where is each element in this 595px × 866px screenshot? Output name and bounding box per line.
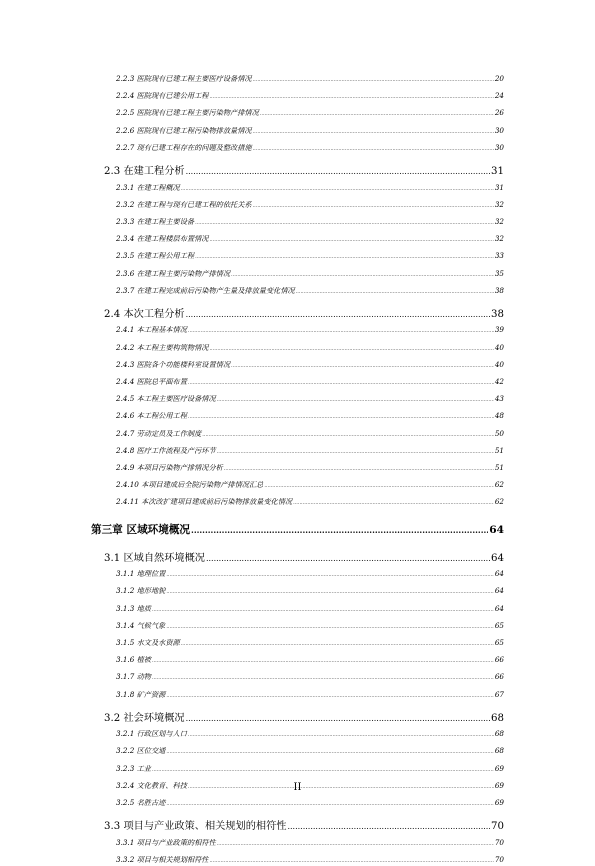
toc-entry[interactable]: [116, 604, 504, 614]
toc-entry[interactable]: [116, 183, 504, 193]
toc-entry-page: 64: [494, 586, 504, 596]
toc-entry-title: 3.2 社会环境概况: [104, 712, 185, 724]
toc-entry-title: 2.4.5 本工程主要医疗设备情况: [116, 394, 216, 404]
toc-entry-page: 51: [494, 463, 504, 472]
toc-entry[interactable]: [116, 480, 504, 490]
toc-entry-title: 2.4.4 医院总平面布置: [116, 377, 187, 386]
toc-entry-page: 30: [494, 125, 504, 135]
toc-entry-page: 50: [494, 428, 504, 438]
toc-entry[interactable]: [116, 108, 504, 118]
toc-entry-title: 2.4.1 本工程基本情况: [116, 325, 187, 335]
toc-entry-title: 2.4.3 医院各个功能楼科室设置情况: [116, 359, 231, 369]
toc-leader-dots: [181, 184, 494, 194]
toc-leader-dots: [152, 656, 494, 666]
toc-entry[interactable]: [116, 74, 504, 84]
toc-entry-title: 3.1.4 气候气象: [116, 620, 166, 630]
toc-entry-page: 65: [494, 637, 504, 647]
toc-entry[interactable]: [104, 552, 504, 565]
toc-entry-title: 2.2.4 医院现有已建公用工程: [116, 91, 209, 101]
toc-leader-dots: [217, 839, 494, 849]
toc-entry[interactable]: [116, 411, 504, 421]
toc-leader-dots: [186, 165, 490, 178]
toc-entry-page: 70: [494, 854, 504, 864]
toc-entry[interactable]: [116, 377, 504, 387]
toc-entry-page: 68: [494, 729, 504, 739]
toc-leader-dots: [253, 201, 494, 211]
toc-leader-dots: [260, 109, 494, 119]
toc-leader-dots: [195, 252, 494, 262]
toc-entry[interactable]: [116, 251, 504, 261]
toc-entry-title: 2.3 在建工程分析: [104, 166, 185, 177]
toc-entry[interactable]: [116, 655, 504, 665]
toc-leader-dots: [195, 218, 494, 228]
toc-leader-dots: [253, 75, 494, 85]
toc-entry-page: 32: [494, 216, 504, 226]
toc-entry-title: 2.3.2 在建工程与现有已建工程的依托关系: [116, 199, 252, 209]
toc-entry-page: 62: [494, 497, 504, 507]
toc-entry[interactable]: [116, 690, 504, 700]
toc-entry-title: 3.1.7 动物: [116, 672, 151, 682]
toc-entry-page: 69: [494, 780, 504, 790]
toc-entry-page: 32: [494, 199, 504, 209]
toc-entry[interactable]: [116, 838, 504, 848]
toc-entry-page: 33: [494, 251, 504, 261]
toc-leader-dots: [296, 287, 494, 297]
toc-entry-page: 31: [491, 166, 504, 177]
toc-entry-page: 68: [494, 746, 504, 756]
toc-entry[interactable]: [91, 523, 504, 537]
toc-entry-page: 65: [494, 620, 504, 630]
toc-entry-title: 3.2.1 行政区划与人口: [116, 729, 187, 739]
toc-leader-dots: [152, 605, 494, 615]
toc-entry[interactable]: [116, 325, 504, 335]
toc-entry-title: 3.1.2 地形地貌: [116, 586, 166, 596]
toc-entry[interactable]: [116, 286, 504, 296]
toc-entry[interactable]: [116, 729, 504, 739]
toc-entry-title: 2.4.9 本项目污染物产排情况分析: [116, 463, 223, 472]
toc-leader-dots: [231, 361, 494, 371]
toc-entry-title: 第三章 区域环境概况: [91, 523, 191, 536]
toc-entry-page: 69: [494, 763, 504, 773]
toc-leader-dots: [253, 144, 494, 154]
toc-entry[interactable]: [116, 360, 504, 370]
toc-entry-page: 64: [489, 523, 504, 536]
toc-entry[interactable]: [116, 269, 504, 279]
toc-entry-title: 3.1.1 地理位置: [116, 569, 166, 579]
toc-entry[interactable]: [116, 429, 504, 439]
toc-leader-dots: [217, 447, 494, 457]
toc-entry-page: 35: [494, 268, 504, 278]
toc-entry[interactable]: [116, 621, 504, 631]
toc-entry-page: 30: [494, 142, 504, 152]
toc-entry[interactable]: [116, 446, 504, 456]
toc-entry[interactable]: [116, 764, 504, 774]
toc-leader-dots: [264, 481, 494, 491]
toc-entry[interactable]: [116, 672, 504, 682]
toc-entry-page: 51: [494, 445, 504, 455]
toc-leader-dots: [209, 856, 493, 866]
toc-leader-dots: [188, 730, 494, 740]
toc-entry-title: 2.4.6 本工程公用工程: [116, 411, 187, 421]
toc-entry-title: 2.2.5 医院现有已建工程主要污染物产排情况: [116, 108, 259, 118]
toc-entry-page: 70: [491, 821, 504, 833]
toc-entry-title: 3.1.3 地质: [116, 603, 151, 613]
toc-entry-page: 42: [494, 377, 504, 386]
toc-entry-title: 3.3.2 项目与相关规划相符性: [116, 854, 209, 864]
toc-entry[interactable]: [116, 855, 504, 865]
toc-leader-dots: [253, 127, 494, 137]
toc-entry[interactable]: [116, 234, 504, 244]
toc-entry[interactable]: [116, 569, 504, 579]
toc-entry-title: 2.2.3 医院现有已建工程主要医疗设备情况: [116, 74, 252, 83]
toc-entry-page: 38: [494, 285, 504, 295]
toc-entry-title: 2.4.11 本次改扩建项目建成前后污染物排放量变化情况: [116, 497, 293, 507]
toc-entry-title: 2.2.6 医院现有已建工程污染物排放量情况: [116, 125, 252, 135]
toc-entry[interactable]: [104, 820, 504, 833]
toc-entry[interactable]: [116, 126, 504, 136]
toc-entry-title: 3.1.8 矿产资源: [116, 689, 166, 699]
toc-leader-dots: [166, 747, 494, 757]
toc-entry-title: 2.3.1 在建工程概况: [116, 182, 180, 192]
toc-leader-dots: [202, 430, 494, 440]
toc-entry-page: 24: [494, 91, 504, 101]
toc-leader-dots: [188, 412, 494, 422]
toc-entry-page: 69: [494, 798, 504, 807]
toc-entry-title: 2.4.2 本工程主要构筑物情况: [116, 342, 209, 352]
toc-entry-page: 26: [494, 108, 504, 118]
toc-entry[interactable]: [116, 394, 504, 404]
toc-entry-title: 2.3.7 在建工程完成前后污染物产生量及排放量变化情况: [116, 285, 295, 295]
toc-entry-title: 3.3 项目与产业政策、相关规划的相符性: [104, 821, 287, 833]
toc-entry-page: 66: [494, 655, 504, 665]
toc-entry[interactable]: [116, 497, 504, 507]
toc-entry-title: 2.4 本次工程分析: [104, 308, 185, 320]
toc-entry-title: 2.4.7 劳动定员及工作制度: [116, 428, 202, 438]
toc-leader-dots: [293, 498, 494, 508]
toc-leader-dots: [188, 378, 494, 388]
toc-entry-page: 68: [491, 712, 504, 724]
toc-leader-dots: [287, 820, 490, 833]
toc-entry[interactable]: [116, 746, 504, 756]
toc-entry-title: 2.3.6 在建工程主要污染物产排情况: [116, 268, 231, 278]
toc-entry-title: 2.3.3 在建工程主要设备: [116, 216, 195, 226]
toc-entry[interactable]: [116, 586, 504, 596]
toc-entry-page: 39: [494, 325, 504, 335]
toc-entry-title: 2.3.5 在建工程公用工程: [116, 251, 195, 261]
toc-leader-dots: [166, 570, 494, 580]
toc-entry-title: 3.1.5 水文及水资源: [116, 637, 180, 647]
toc-entry-title: 2.4.8 医疗工作流程及产污环节: [116, 445, 216, 455]
toc-leader-dots: [186, 308, 490, 321]
toc-entry-title: 3.1 区域自然环境概况: [104, 552, 205, 564]
toc-entry-title: 2.4.10 本项目建成后全院污染物产排情况汇总: [116, 480, 264, 490]
toc-leader-dots: [209, 344, 493, 354]
toc-entry-page: 70: [494, 837, 504, 847]
toc-entry-page: 64: [494, 569, 504, 579]
toc-leader-dots: [224, 464, 494, 474]
toc-leader-dots: [166, 587, 494, 597]
toc-leader-dots: [152, 765, 494, 775]
toc-leader-dots: [206, 552, 490, 565]
toc-entry[interactable]: [116, 91, 504, 101]
toc-entry-page: 64: [491, 552, 504, 564]
toc-entry-title: 3.2.3 工业: [116, 763, 151, 773]
toc-entry-page: 31: [494, 182, 504, 192]
toc-entry-page: 38: [491, 308, 504, 320]
toc-entry-title: 3.2.5 名胜古迹: [116, 798, 166, 807]
toc-entry-page: 40: [494, 359, 504, 369]
toc-entry-title: 3.2.2 区位交通: [116, 746, 166, 756]
toc-leader-dots: [152, 673, 494, 683]
toc-entry[interactable]: [116, 638, 504, 648]
toc-entry-page: 48: [494, 411, 504, 421]
toc-leader-dots: [166, 622, 494, 632]
toc-entry[interactable]: [116, 343, 504, 353]
toc-entry-title: 3.1.6 植被: [116, 655, 151, 665]
toc-entry[interactable]: [116, 200, 504, 210]
toc-entry-page: 62: [494, 480, 504, 490]
toc-leader-dots: [188, 326, 494, 336]
toc-entry-page: 40: [494, 342, 504, 352]
toc-leader-dots: [181, 639, 494, 649]
toc-leader-dots: [217, 395, 494, 405]
toc-leader-dots: [231, 270, 494, 280]
toc-entry-page: 32: [494, 234, 504, 244]
toc-leader-dots: [186, 712, 490, 725]
toc-entry-title: 2.2.7 现有已建工程存在的问题及整改措施: [116, 142, 252, 152]
toc-entry[interactable]: [104, 712, 504, 725]
page-number: II: [293, 782, 302, 793]
toc-entry[interactable]: [104, 165, 504, 178]
toc-leader-dots: [209, 92, 493, 102]
toc-entry-title: 3.2.4 文化教育、科技: [116, 780, 187, 790]
toc-entry[interactable]: [116, 463, 504, 473]
toc-entry-page: 43: [494, 394, 504, 404]
toc-leader-dots: [166, 799, 494, 809]
toc-leader-dots: [191, 523, 488, 537]
toc-entry-page: 20: [494, 74, 504, 83]
toc-entry[interactable]: [116, 143, 504, 153]
toc-leader-dots: [166, 691, 494, 701]
toc-entry-title: 2.3.4 在建工程楼层布置情况: [116, 234, 209, 244]
toc-leader-dots: [209, 235, 493, 245]
toc-entry-title: 3.3.1 项目与产业政策的相符性: [116, 837, 216, 847]
toc-entry[interactable]: [116, 217, 504, 227]
toc-entry-page: 66: [494, 672, 504, 682]
toc-entry[interactable]: [116, 798, 504, 808]
toc-entry-page: 64: [494, 603, 504, 613]
toc-entry[interactable]: [104, 308, 504, 321]
toc-entry-page: 67: [494, 689, 504, 699]
